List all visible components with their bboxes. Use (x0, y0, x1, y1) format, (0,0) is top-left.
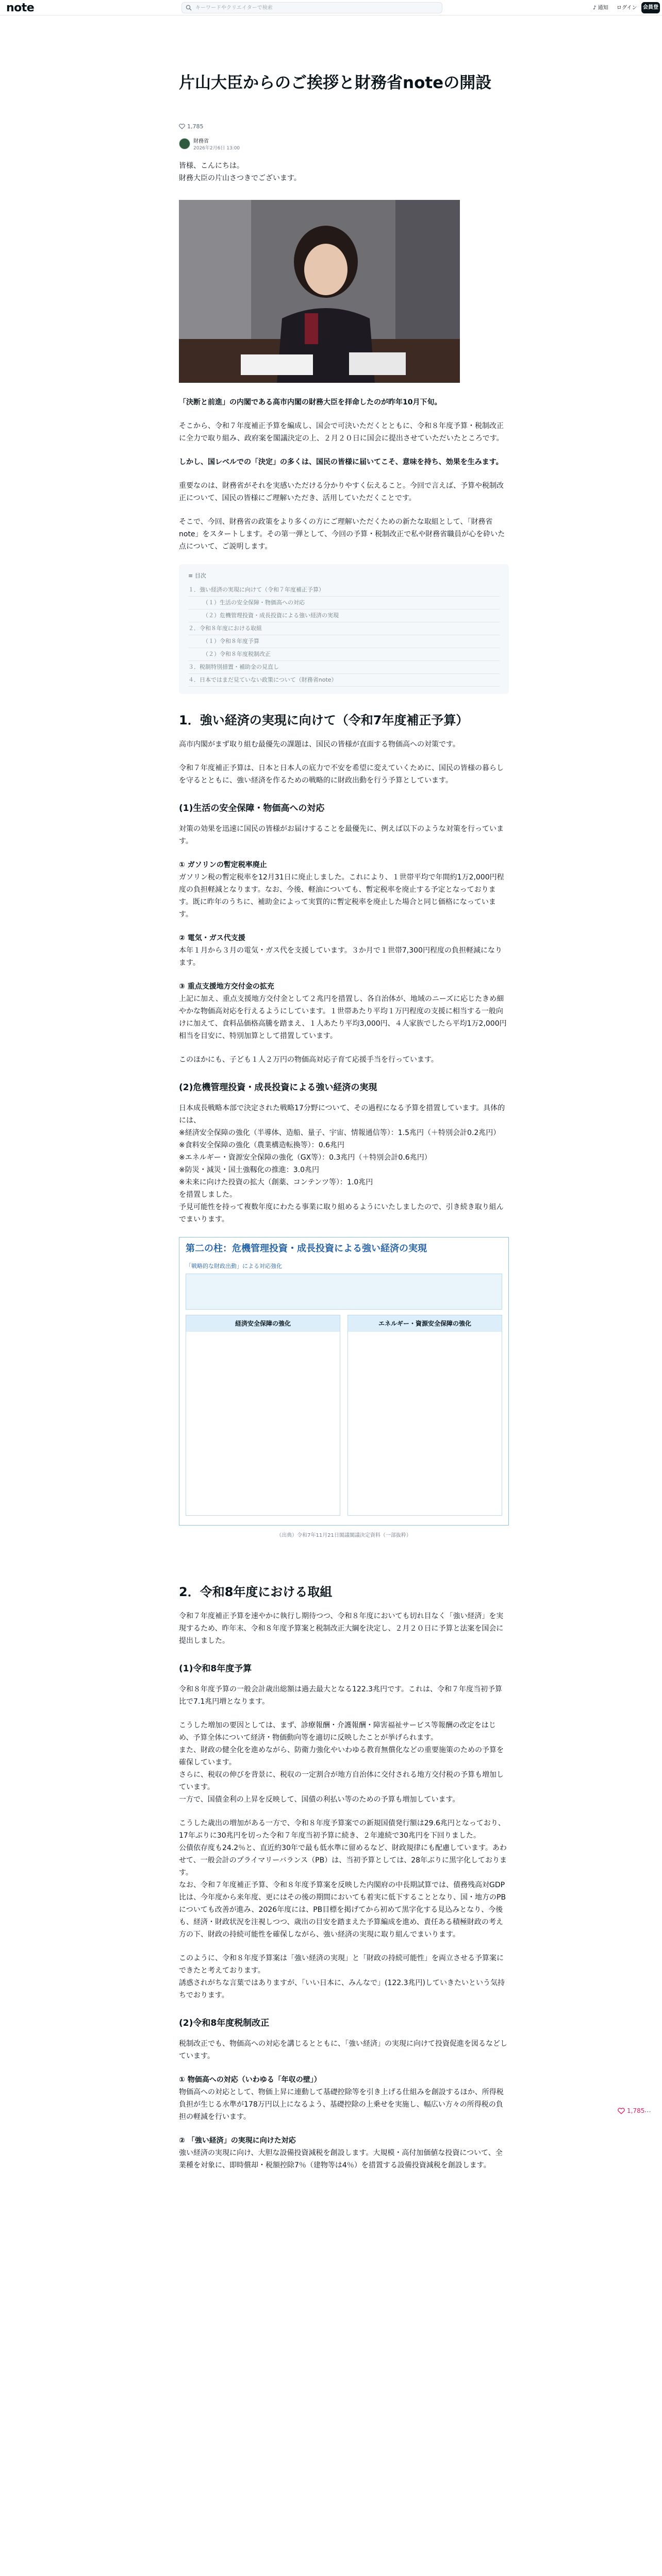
floating-like-button[interactable] (618, 2107, 644, 2114)
s2-paragraph-11: 誘惑されがちな言葉ではありますが、「いい日本に、みんなで」(122.3兆円)していきたいという気持ちでおります。 (179, 1979, 505, 1999)
article-body (179, 160, 509, 2183)
article-title: 片山大臣からのご挨拶と財務省noteの開設 (179, 74, 492, 92)
notification-button[interactable] (593, 3, 608, 11)
s1-list-item: ※防災・減災・国土強靱化の推進：3.0兆円 (179, 1166, 319, 1174)
like-count: 1,785 (187, 123, 204, 130)
s2-bullet-1-heading: ① 物価高への対応（いわゆる「年収の壁」） (179, 2076, 321, 2084)
s2-bullet-2-body: 強い経済の実現に向け、大胆な設備投資減税を創設します。大規模・高付加価値な投資について、全業種を対象に、即時償却・税額控除7％（建物等は4％）を措置する設備投資減税を創設します。 (179, 2149, 503, 2170)
infographic-right-heading: エネルギー・資源安全保障の強化 (348, 1315, 502, 1332)
s2-paragraph-3: こうした増加の要因としては、まず、診療報酬・介護報酬・障害福祉サービス等報酬の改定をはじめ、予算全体について経済・物価動向等を適切に反映したことが挙げられます。 (179, 1721, 496, 1742)
heart-icon (179, 124, 185, 129)
s2-paragraph-9: なお、令和７年度補正予算、令和８年度予算案を反映した内閣府の中長期試算では、債務残高対GDP比は、今年度から来年度、更にはその後の期間においても着実に低下することとなり、国・地方のPBについても改善が進み、2026年度には、PB目標を掲げてから初めて黒字化する見込みとなり、今後も、経済・財政状況を注視しつつ、歳出の目安を踏まえた予算編成を進め、責任ある積極財政の考え方の下、財政の持続可能性を確保しながら、強い経済の実現に取り組んでまいります。 (179, 1881, 506, 1939)
s2-subheading-1: (1)令和8年度予算 (179, 1664, 252, 1674)
section-1-heading: 1．強い経済の実現に向けて（令和7年度補正予算） (179, 713, 469, 727)
toc-item[interactable]: （２）危機管理投資・成長投資による強い経済の実現 (188, 609, 500, 622)
heart-icon (618, 2108, 625, 2114)
s1-paragraph-3: 対策の効果を迅速に国民の皆様がお届けすることを最優先に、例えば以下のような対策を行っています。 (179, 825, 504, 845)
toc-item[interactable]: ２．令和８年度における取組 (188, 622, 500, 635)
s1-paragraph-6: を措置しました。 (179, 1191, 237, 1199)
toc-item[interactable]: （１）令和８年度予算 (188, 635, 500, 648)
intro-paragraph-3 (179, 456, 509, 468)
intro-text-1: 「決断と前進」の内閣である高市内閣の財務大臣を拝命したのが昨年10月下旬。 (179, 398, 442, 406)
s2-paragraph-8: 公債依存度も24.2％と、直近約30年で最も低水準に留めるなど、財政規律にも配慮しています。あわせて、一般会計のプライマリーバランス（PB）は、当初予算としては、28年ぶりに黒字化しております。 (179, 1844, 507, 1877)
search-icon (186, 5, 192, 11)
s2-bullet-2-heading: ② 「強い経済」の実現に向けた対応 (179, 2137, 296, 2145)
article (179, 72, 509, 2170)
s1-list-item: ※未来に向けた投資の拡大（創薬、コンテンツ等）：1.0兆円 (179, 1178, 373, 1187)
s1-bullet-2-body: 本年１月から３月の電気・ガス代を支援しています。３か月で１世帯7,300円程度の負担軽減になります。 (179, 946, 502, 967)
notification-label: 通知 (598, 5, 608, 11)
bell-icon: ♪ (593, 5, 597, 11)
s2-bullet-1-body: 物価高への対応として、物価上昇に連動して基礎控除等を引き上げる仕組みを創設するほか、所得税負担が生じる水準が178万円以上になるよう、基礎控除の上乗せを実施し、幅広い方々の所得税の負担の軽減を行います。 (179, 2088, 504, 2121)
minister-portrait-image (179, 200, 460, 383)
policy-infographic (179, 1237, 509, 1526)
intro-paragraph-1 (179, 396, 509, 409)
floating-like-count: 1,785 (627, 2107, 645, 2114)
s2-paragraph-1: 令和７年度補正予算を速やかに執行し期待つつ、令和８年度においても切れ目なく「強い経済」を実現するため、昨年末、令和８年度予算案と税制改正大綱を決定し、２月２０日に予算と法案を国会に提出しました。 (179, 1612, 504, 1645)
s1-bullet-3-body: 上記に加え、重点支援地方交付金として２兆円を措置し、各自治体が、地域のニーズに応じたきめ細やかな物価高対応を行えるようにしています。１世帯あたり平均１万円程度の支援に相当する一般向けに加えて、食料品価格高騰を踏まえ、１人あたり平均3,000円、４人家族でしたら平均1万2,000円相当を目安に、特別加算として措置しています。 (179, 995, 507, 1040)
s1-paragraph-2: 令和７年度補正予算は、日本と日本人の底力で不安を希望に変えていくために、国民の皆様の暮らしを守るとともに、強い経済を作るための戦略的に財政出動を行う予算としています。 (179, 764, 504, 785)
s1-subheading-2: (2)危機管理投資・成長投資による強い経済の実現 (179, 1082, 377, 1093)
author-name[interactable]: 財務省 (193, 139, 209, 144)
s1-paragraph-4: このほかにも、子ども１人２万円の物価高対応子育て応援手当を行っています。 (179, 1056, 438, 1064)
s2-paragraph-6: 一方で、国債金利の上昇を反映して、国債の利払い等のための予算も増加しています。 (179, 1795, 460, 1804)
search-input[interactable] (195, 4, 438, 12)
signup-button[interactable]: 会員登録 (641, 2, 660, 13)
author-block[interactable] (179, 137, 240, 151)
share-icon[interactable]: ⋯ (644, 2108, 651, 2116)
intro-paragraph-4: 重要なのは、財務省がそれを実感いただける分かりやすく伝えること。今回で言えば、予算や税制改正について、国民の皆様にご理解いただき、活用していただくことです。 (179, 482, 504, 502)
s1-bullet-1-body: ガソリン税の暫定税率を12月31日に廃止しました。これにより、１世帯平均で年間約1万2,000円程度の負担軽減となります。なお、今後、軽油についても、暫定税率を廃止する予定となっております。既に昨年のうちに、補助金によって実質的に暫定税率を廃止した場合と同じ価格になっています。 (179, 873, 504, 919)
toc-item[interactable]: ３．税制特別措置・補助金の見直し (188, 661, 500, 674)
search-box[interactable] (181, 2, 442, 13)
infographic-title: 第二の柱：危機管理投資・成長投資による強い経済の実現 (186, 1243, 427, 1254)
toc-item[interactable]: １．強い経済の実現に向けて（令和７年度補正予算） (188, 584, 500, 597)
greeting-self: 財務大臣の片山さつきでございます。 (179, 174, 301, 182)
s1-list-item: ※食料安全保障の強化（農業構造転換等）：0.6兆円 (179, 1141, 344, 1149)
toc-heading[interactable]: ≡ 目次 (188, 572, 206, 579)
toc-item[interactable]: ４．日本ではまだ見ていない政策について（財務省note） (188, 674, 500, 687)
infographic-caption: （出典）令和7年11月21日閣議閣議決定資料（一部抜粋） (276, 1533, 411, 1538)
intro-paragraph-5: そこで、今回、財務省の政策をより多くの方にご理解いただくための新たな取組として、「財務省note」をスタートします。その第一弾として、今回の予算・税制改正で私や財務省職員が心を砕いた点について、ご説明します。 (179, 518, 505, 551)
top-navigation-bar (0, 0, 662, 22)
s1-bullet-3-heading: ③ 重点支援地方交付金の拡充 (179, 982, 274, 991)
minister-photo (179, 200, 460, 383)
s1-paragraph-7: 予見可能性を持って複数年度にわたる事業に取り組めるようにいたしましたので、引き続き取り組んでまいります。 (179, 1203, 504, 1224)
infographic-subtitle: 「戦略的な財政出動」による対応強化 (186, 1263, 282, 1269)
avatar[interactable] (179, 138, 190, 149)
toc-item[interactable]: （２）令和８年度税制改正 (188, 648, 500, 661)
post-date: 2026年2月6日 13:00 (193, 146, 240, 151)
s1-bullet-1-heading: ① ガソリンの暫定税率廃止 (179, 861, 267, 869)
intro-paragraph-2: そこから、令和７年度補正予算を編成し、国会で可決いただくとともに、令和８年度予算・税制改正に全力で取り組み、政府案を閣議決定の上、２月２０日に国会に提出させていただいたところです。 (179, 422, 504, 443)
s2-paragraph-12: 税制改正でも、物価高への対応を講じるとともに、「強い経済」の実現に向けて投資促進を図るなどしています。 (179, 2040, 507, 2060)
s1-paragraph-5: 日本成長戦略本部で決定された戦略17分野について、その過程になる予算を措置しています。具体的には、 (179, 1104, 505, 1125)
section-2-heading: 2．令和8年度における取組 (179, 1585, 333, 1599)
table-of-contents (179, 564, 509, 694)
s1-subheading-1: (1)生活の安全保障・物価高への対応 (179, 803, 325, 814)
s2-paragraph-2: 令和８年度予算の一般会計歳出総額は過去最大となる122.3兆円です。これは、令和７年度当初予算比で7.1兆円増となります。 (179, 1685, 502, 1706)
toc-item[interactable]: （１）生活の安全保障・物価高への対応 (188, 597, 500, 609)
s2-paragraph-10: このように、令和８年度予算案は「強い経済の実現」と「財政の持続可能性」を両立させる予算案にできたと考えております。 (179, 1954, 504, 1975)
like-counter[interactable] (179, 123, 204, 130)
s1-list-item: ※エネルギー・資源安全保障の強化（GX等）：0.3兆円（＋特別会計0.6兆円） (179, 1154, 432, 1162)
s1-paragraph-1: 高市内閣がまず取り組む最優先の課題は、国民の皆様が直面する物価高への対策です。 (179, 740, 460, 749)
greeting: 皆様、こんにちは。 (179, 162, 244, 170)
infographic-left-heading: 経済安全保障の強化 (186, 1315, 340, 1332)
note-logo[interactable]: note (6, 2, 35, 14)
s2-subheading-2: (2)令和8年度税制改正 (179, 2018, 270, 2028)
s2-paragraph-5: さらに、税収の伸びを背景に、税収の一定割合が地方自治体に交付される地方交付税の予算も増加しています。 (179, 1771, 504, 1791)
s1-list-item: ※経済安全保障の強化（半導体、造船、量子、宇宙、情報通信等）：1.5兆円（＋特別会計0.2兆円） (179, 1129, 501, 1137)
s1-bullet-2-heading: ② 電気・ガス代支援 (179, 934, 245, 942)
s2-paragraph-4: また、財政の健全化を進めながら、防衛力強化やいわゆる教育無償化などの重要施策のための予算を確保しています。 (179, 1746, 504, 1767)
s2-paragraph-7: こうした歳出の増加がある一方で、令和８年度予算案での新規国債発行額は29.6兆円となっており、17年ぶりに30兆円を切った令和７年度当初予算に続き、２年連続で30兆円を下回りました。 (179, 1819, 505, 1840)
intro-text-3: しかし、国レベルでの「決定」の多くは、国民の皆様に届いてこそ、意味を持ち、効果を生みます。 (179, 458, 503, 466)
login-button[interactable]: ログイン (617, 5, 637, 11)
